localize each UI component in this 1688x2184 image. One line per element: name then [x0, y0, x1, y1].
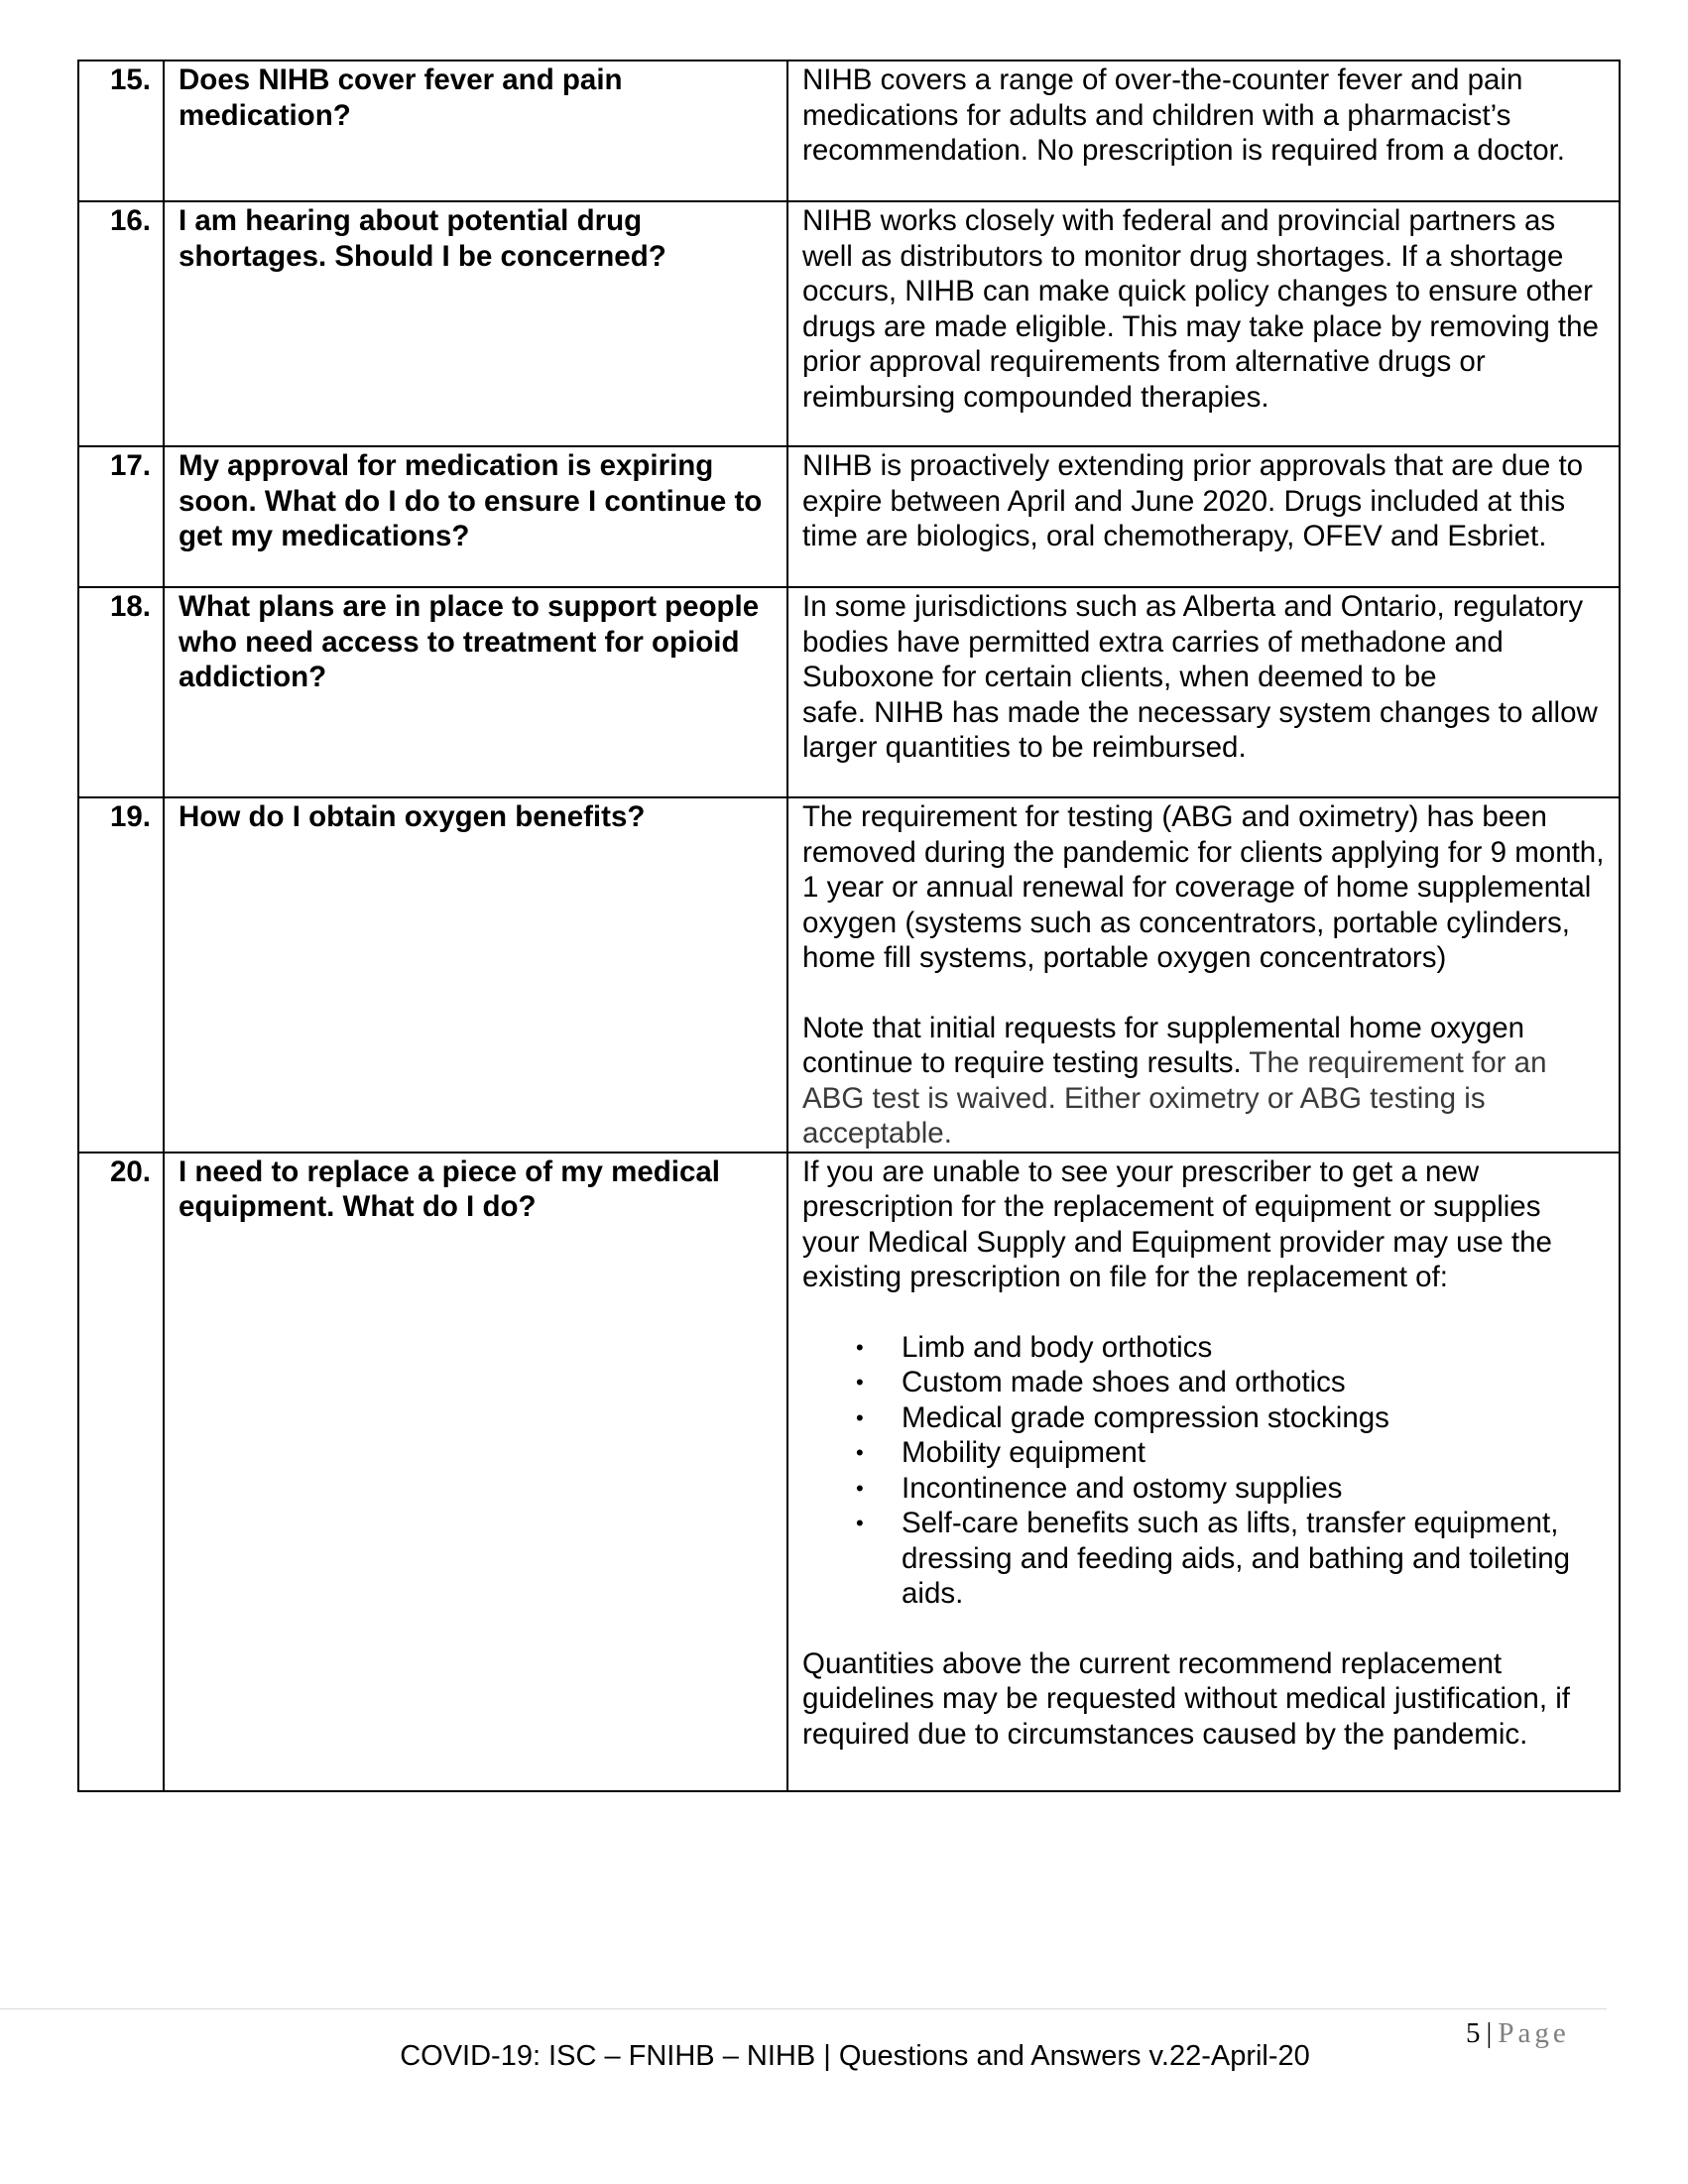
bullet-icon: •	[856, 1440, 864, 1465]
table-row	[78, 797, 1620, 1153]
answer-paragraph: The requirement for testing (ABG and oximetry) has been removed during the pandemic for clients applying for 9 month, 1 year or annual renewal for coverage of home supplemental oxygen (systems such as concentrators, portable cylinders, home fill systems, portable oxygen concentrators)	[802, 800, 1605, 974]
bullet-list	[802, 1330, 1605, 1612]
table-row	[78, 1153, 1620, 1791]
qa-table	[77, 60, 1621, 1792]
question-number: 18.	[78, 587, 164, 797]
answer-text: NIHB covers a range of over-the-counter fever and pain medications for adults and children with a pharmacist’s recommendation. No prescription is required from a doctor.	[787, 61, 1620, 201]
page-label: Page	[1498, 2017, 1570, 2049]
answer-text: NIHB is proactively extending prior approvals that are due to expire between April and June 2020. Drugs included at this time are biologics, oral chemotherapy, OFEV and Esbriet.	[787, 446, 1620, 587]
list-item	[802, 1471, 1605, 1507]
bullet-icon: •	[856, 1334, 864, 1360]
table-row	[78, 587, 1620, 797]
list-item-text: Self-care benefits such as lifts, transfer equipment, dressing and feeding aids, and bathing and toileting aids.	[902, 1507, 1571, 1610]
list-item-text: Limb and body orthotics	[902, 1330, 1213, 1364]
table-row	[78, 446, 1620, 587]
list-item-text: Medical grade compression stockings	[902, 1400, 1389, 1434]
answer-cell	[787, 1153, 1620, 1791]
answer-cell	[787, 797, 1620, 1153]
answer-paragraph: Quantities above the current recommend replacement guidelines may be requested without medical justification, if required due to circumstances caused by the pandemic.	[802, 1646, 1570, 1751]
question-text: Does NIHB cover fever and pain medication?	[164, 61, 787, 201]
list-item	[802, 1400, 1605, 1436]
list-item	[802, 1506, 1605, 1612]
table-row	[78, 201, 1620, 446]
bullet-icon: •	[856, 1511, 864, 1535]
question-number: 19.	[78, 797, 164, 1153]
answer-text: In some jurisdictions such as Alberta and Ontario, regulatory bodies have permitted extra carries of methadone and Suboxone for certain clients, when deemed to be safe. NIHB has made the necessary system changes to allow larger quantities to be reimbursed.	[787, 587, 1620, 797]
list-item	[802, 1365, 1605, 1400]
page-number-value: 5	[1466, 2017, 1481, 2049]
question-number: 15.	[78, 61, 164, 201]
question-text: How do I obtain oxygen benefits?	[164, 797, 787, 1153]
table-row	[78, 61, 1620, 201]
bullet-icon: •	[856, 1370, 864, 1395]
question-text: I need to replace a piece of my medical equipment. What do I do?	[164, 1153, 787, 1791]
list-item-text: Custom made shoes and orthotics	[902, 1366, 1346, 1398]
bullet-icon: •	[856, 1404, 864, 1430]
answer-sentence-grey: The requirement for an ABG test is waived. Either oximetry or ABG testing is acceptable.	[802, 1046, 1547, 1150]
footer-document-title: COVID-19: ISC – FNIHB – NIHB | Questions and Answers v.22-April-20	[400, 2040, 1310, 2072]
answer-paragraph	[802, 1011, 1605, 1152]
list-item	[802, 1330, 1605, 1366]
question-number: 20.	[78, 1153, 164, 1791]
footer-divider	[0, 2008, 1607, 2009]
answer-text: NIHB works closely with federal and provincial partners as well as distributors to monitor drug shortages. If a shortage occurs, NIHB can make quick policy changes to ensure other drugs are made eligible. This may take place by removing the prior approval requirements from alternative drugs or reimbursing compounded therapies.	[787, 201, 1620, 446]
question-text: My approval for medication is expiring soon. What do I do to ensure I continue to get my medications?	[164, 446, 787, 587]
question-text: What plans are in place to support people who need access to treatment for opioid addiction?	[164, 587, 787, 797]
bullet-icon: •	[856, 1475, 864, 1501]
question-number: 17.	[78, 446, 164, 587]
list-item-text: Mobility equipment	[902, 1436, 1145, 1469]
question-number: 16.	[78, 201, 164, 446]
answer-paragraph: If you are unable to see your prescriber to get a new prescription for the replacement of equipment or supplies your Medical Supply and Equipment provider may use the existing prescription on file for the replacement of:	[802, 1154, 1552, 1293]
answer-sentence: Note that initial requests for supplemental home oxygen continue to require testing results.	[802, 1011, 1525, 1079]
list-item	[802, 1435, 1605, 1471]
page-number-separator: |	[1486, 2017, 1493, 2049]
list-item-text: Incontinence and ostomy supplies	[902, 1471, 1343, 1505]
question-text: I am hearing about potential drug shortages. Should I be concerned?	[164, 201, 787, 446]
